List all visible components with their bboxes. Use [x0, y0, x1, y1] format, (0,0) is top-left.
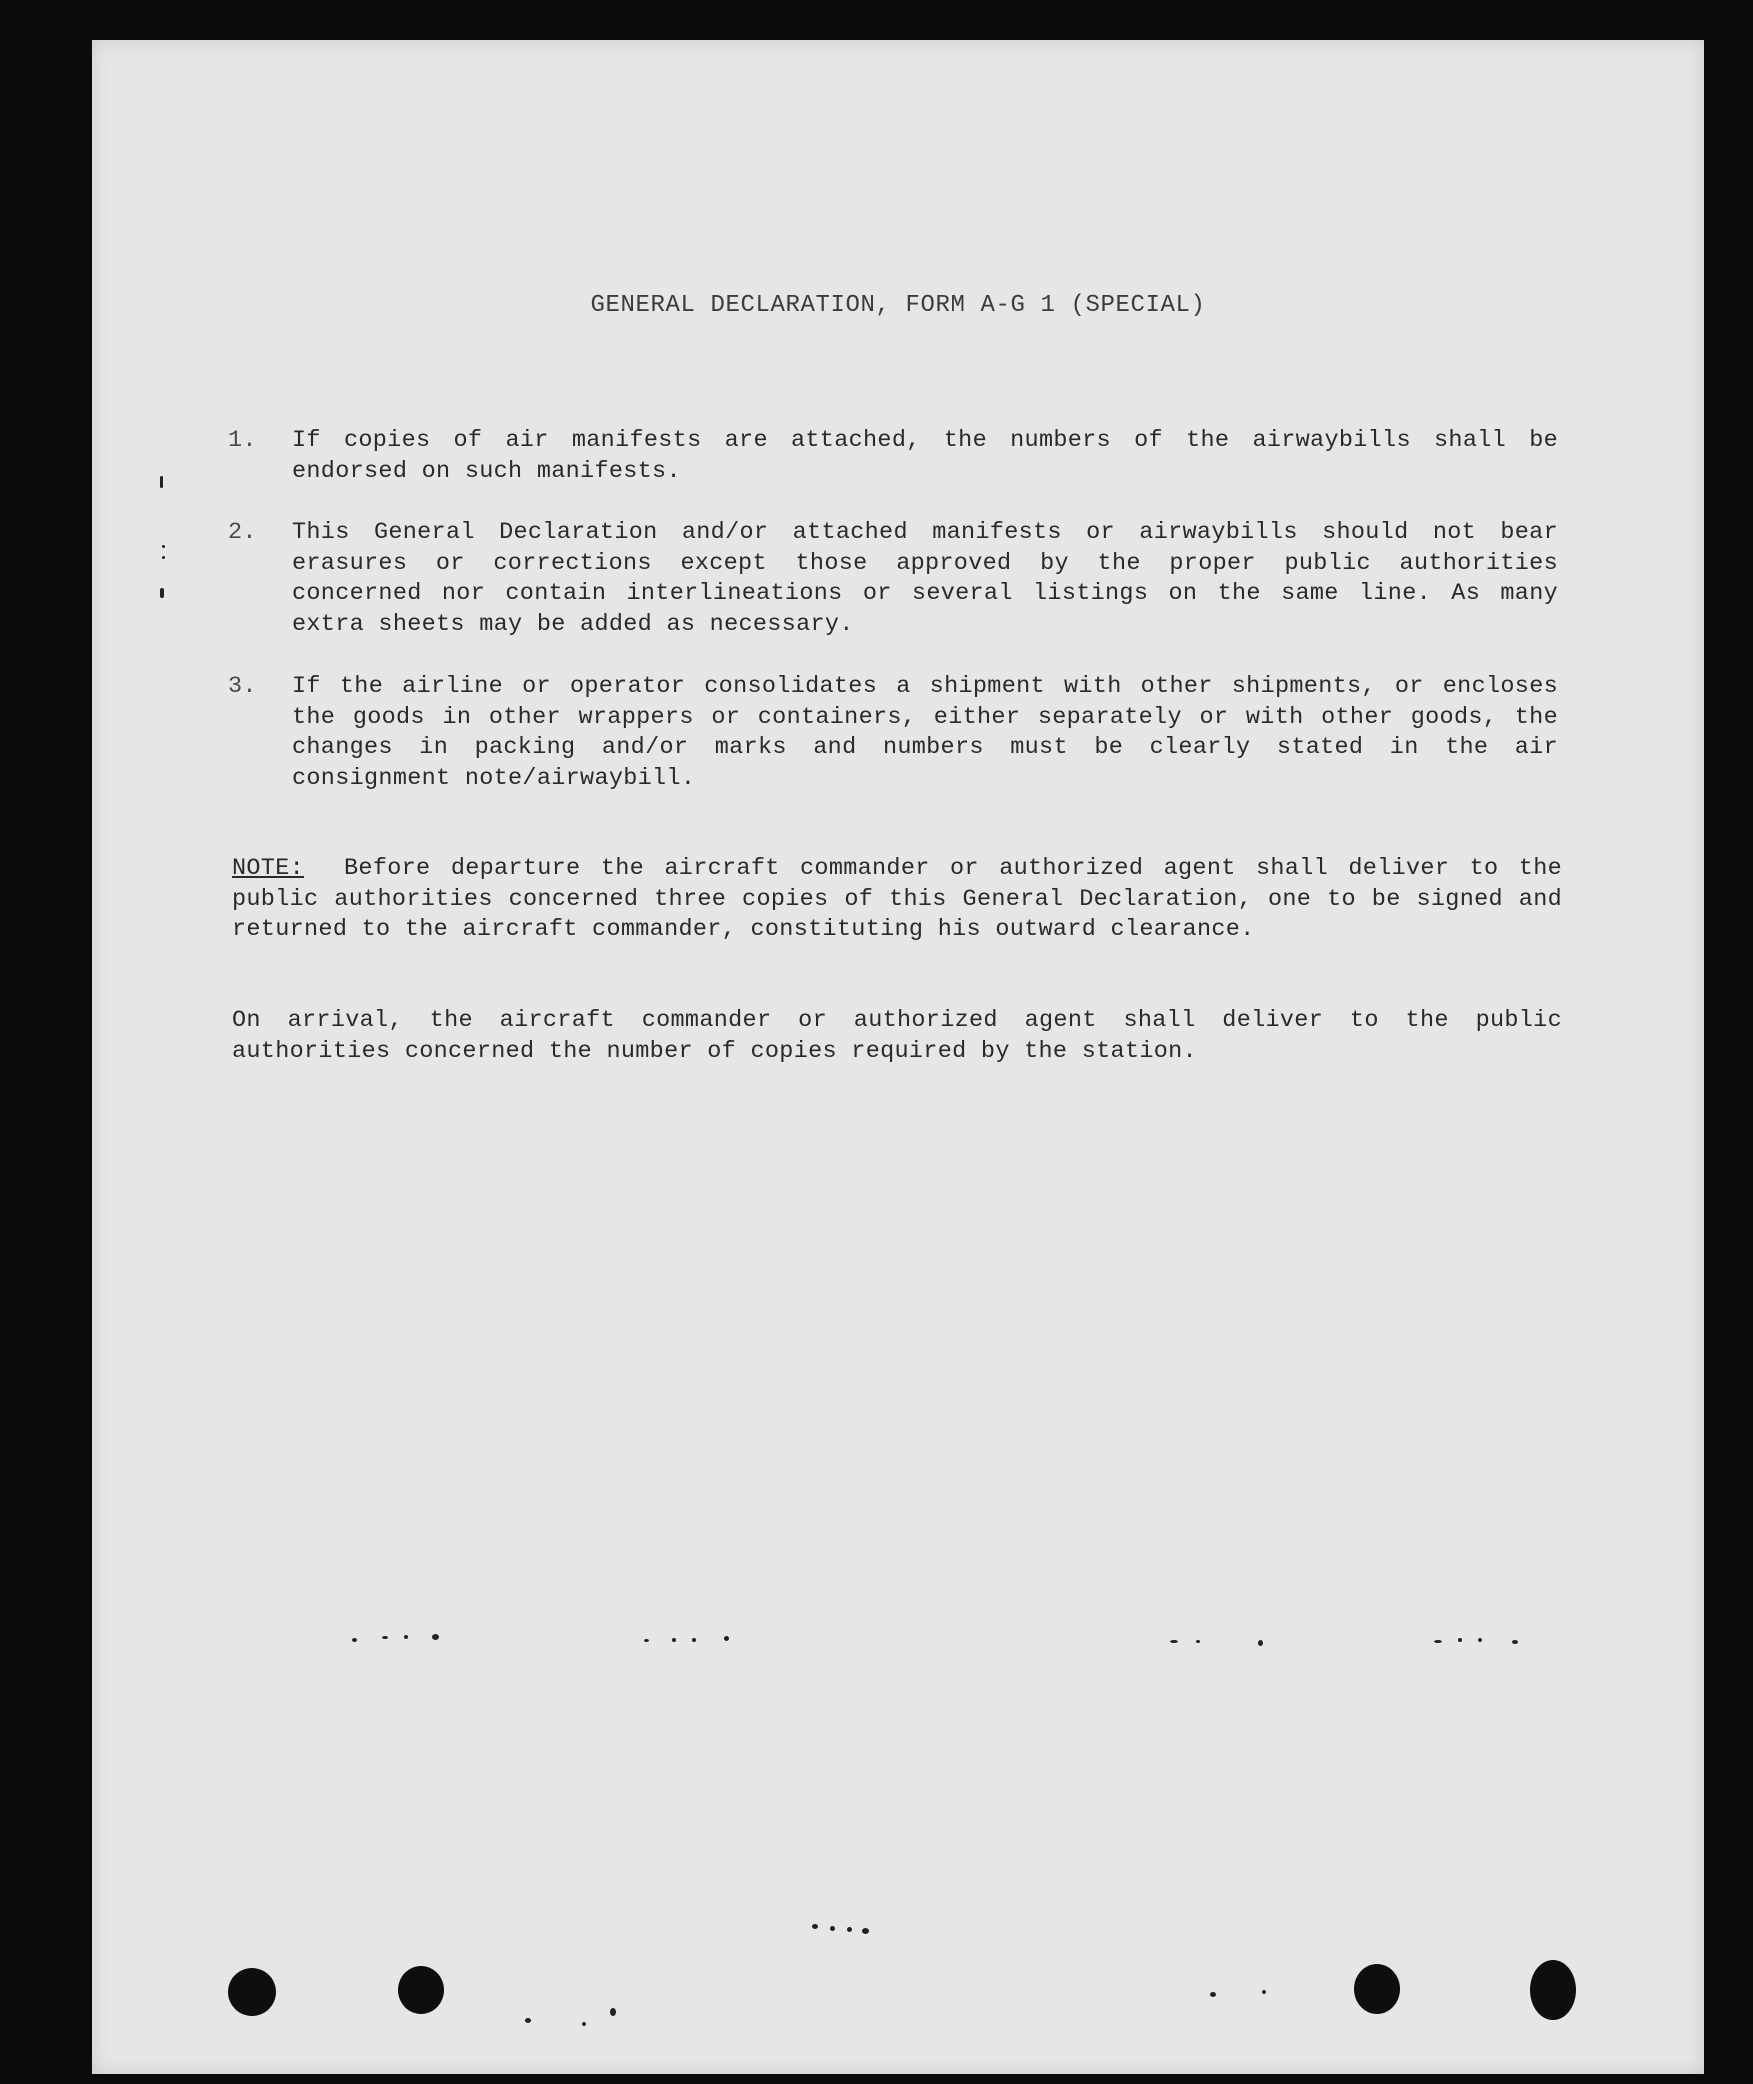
item-text: This General Declaration and/or attached manifests or airwaybills should not bear erasures or corrections except those approved by the proper public authorities concerned nor contain interlineations or several listings on the same line. As many extra sheets may be added as necessary.	[292, 519, 1558, 638]
document-page	[92, 40, 1704, 2074]
binder-hole	[228, 1968, 276, 2016]
item-number: 3.	[228, 673, 257, 700]
note-paragraph	[232, 854, 1562, 946]
note-label: NOTE:	[232, 855, 305, 882]
item-number: 2.	[228, 519, 257, 546]
item-text: If copies of air manifests are attached, the numbers of the airwaybills shall be endorsed on such manifests.	[292, 427, 1558, 485]
instruction-item-3	[228, 672, 1558, 794]
binder-hole	[1530, 1960, 1576, 2020]
binder-hole	[1354, 1964, 1400, 2014]
item-number: 1.	[228, 427, 257, 454]
binder-hole	[398, 1966, 444, 2014]
item-text: If the airline or operator consolidates a shipment with other shipments, or encloses the goods in other wrappers or containers, either separately or with other goods, the changes in packing and/or marks and numbers must be clearly stated in the air consignment note/airwaybill.	[292, 673, 1558, 792]
note-text: Before departure the aircraft commander or authorized agent shall deliver to the public authorities concerned three copies of this General Declaration, one to be signed and returned to the aircraft commander, constituting his outward clearance.	[232, 855, 1562, 943]
instruction-item-1	[228, 426, 1558, 487]
document-title: GENERAL DECLARATION, FORM A-G 1 (SPECIAL)	[590, 292, 1206, 319]
arrival-paragraph: On arrival, the aircraft commander or authorized agent shall deliver to the public authorities concerned the number of copies required by the station.	[232, 1007, 1562, 1065]
instruction-item-2	[228, 518, 1558, 640]
binder-holes	[92, 1940, 1704, 2060]
